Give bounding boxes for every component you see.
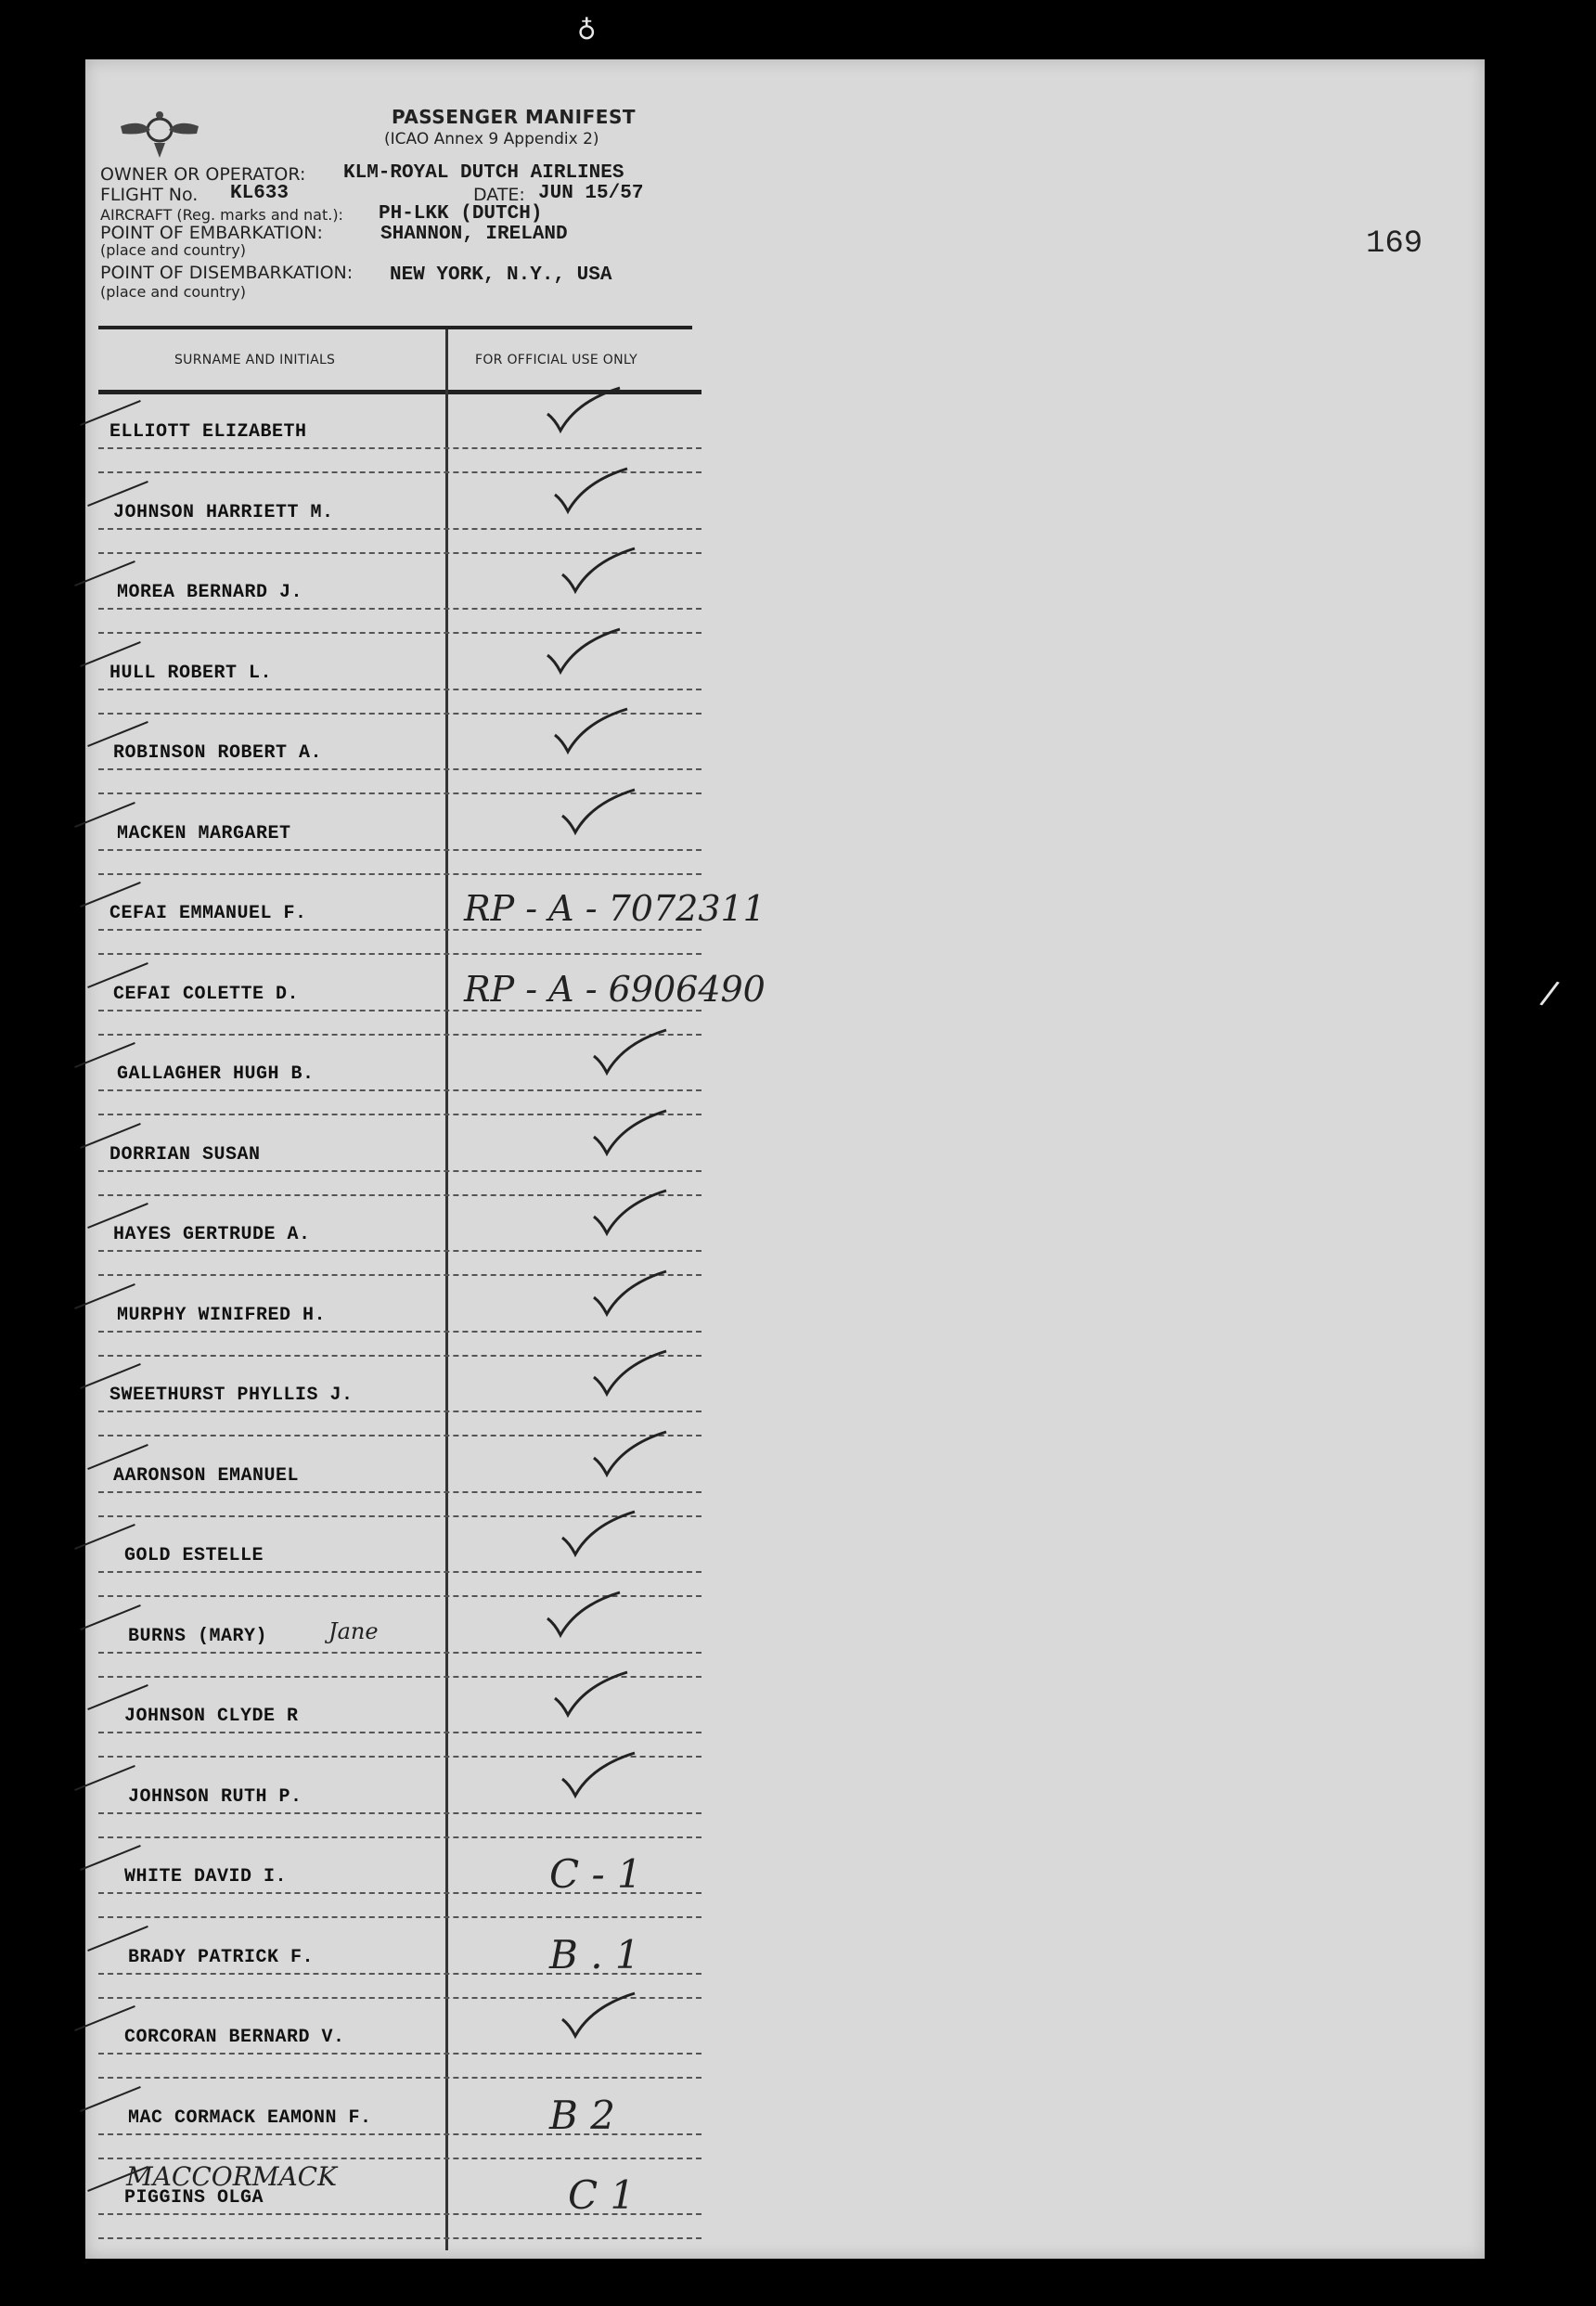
passenger-row <box>85 1517 735 1597</box>
passenger-name: DORRIAN SUSAN <box>109 1143 261 1166</box>
date-label: DATE: <box>473 185 525 205</box>
row-rule <box>98 929 701 931</box>
row-rule <box>98 608 701 610</box>
passenger-row <box>85 2159 735 2239</box>
passenger-row <box>85 795 735 875</box>
official-use-entry: C 1 <box>568 2172 636 2218</box>
disembarkation-sub: (place and country) <box>100 283 246 301</box>
passenger-name: HAYES GERTRUDE A. <box>113 1224 311 1245</box>
passenger-row <box>85 635 735 715</box>
manifest-page <box>85 59 1485 2259</box>
check-mark-icon <box>555 784 638 840</box>
aircraft-value: PH-LKK (DUTCH) <box>379 203 543 225</box>
row-rule <box>98 1170 701 1172</box>
official-use-entry: B . 1 <box>549 1931 640 1977</box>
row-rule <box>98 1411 701 1412</box>
check-mark-icon <box>547 1667 631 1722</box>
passenger-row <box>85 393 735 473</box>
flight-label: FLIGHT No. <box>100 185 199 205</box>
embarkation-value: SHANNON, IRELAND <box>380 224 568 245</box>
passenger-name: JOHNSON HARRIETT M. <box>113 501 334 523</box>
passenger-name: CORCORAN BERNARD V. <box>124 2027 345 2048</box>
passenger-row <box>85 474 735 554</box>
row-rule <box>98 1089 701 1091</box>
check-mark-icon <box>547 463 631 519</box>
official-use-entry: C - 1 <box>549 1851 642 1897</box>
passenger-row <box>85 1357 735 1436</box>
passenger-name: JOHNSON CLYDE R <box>124 1706 299 1727</box>
passenger-row <box>85 1919 735 1999</box>
row-rule <box>98 1652 701 1654</box>
passenger-row <box>85 1598 735 1678</box>
passenger-row <box>85 1437 735 1517</box>
row-rule <box>98 528 701 530</box>
row-rule <box>98 1010 701 1011</box>
flight-value: KL633 <box>230 183 290 204</box>
check-mark-icon <box>586 1346 670 1401</box>
official-use-entry: RP - A - 7072311 <box>464 888 766 929</box>
official-use-entry: RP - A - 6906490 <box>464 968 766 1010</box>
aircraft-label: AIRCRAFT (Reg. marks and nat.): <box>100 206 343 224</box>
check-mark-icon <box>555 1988 638 2043</box>
passenger-name: HULL ROBERT L. <box>109 662 273 684</box>
row-rule <box>98 1892 701 1894</box>
passenger-name: SWEETHURST PHYLLIS J. <box>109 1385 354 1406</box>
passenger-row <box>85 1999 735 2079</box>
row-rule <box>98 689 701 690</box>
passenger-name: PIGGINS OLGA <box>124 2187 264 2209</box>
disembarkation-label: POINT OF DISEMBARKATION: <box>100 263 354 283</box>
passenger-row <box>85 1196 735 1276</box>
passenger-name: MAC CORMACK EAMONN F. <box>128 2106 372 2129</box>
passenger-name: WHITE DAVID I. <box>124 1866 288 1887</box>
klm-crown-logo-icon <box>113 102 206 163</box>
passenger-name: ELLIOTT ELIZABETH <box>109 421 307 443</box>
check-mark-icon <box>540 382 624 438</box>
passenger-row <box>85 1838 735 1918</box>
row-rule <box>98 849 701 851</box>
passenger-row <box>85 875 766 955</box>
row-rule <box>98 1732 701 1733</box>
handwritten-name-note: MACCORMACK <box>126 2161 338 2192</box>
row-rule <box>98 2213 701 2215</box>
passenger-row <box>85 1277 735 1357</box>
embarkation-label: POINT OF EMBARKATION: <box>100 223 323 243</box>
check-mark-icon <box>555 1506 638 1562</box>
row-rule <box>98 1491 701 1493</box>
official-use-entry: B 2 <box>549 2092 615 2138</box>
row-rule <box>98 2053 701 2055</box>
manifest-title: PASSENGER MANIFEST <box>392 106 636 128</box>
row-rule <box>98 1250 701 1252</box>
row-rule <box>98 1331 701 1333</box>
film-corner-mark: ♁ <box>577 15 597 45</box>
handwritten-name-note: Jane <box>328 1617 379 1644</box>
check-mark-icon <box>555 1747 638 1803</box>
column-header-official: FOR OFFICIAL USE ONLY <box>475 353 637 367</box>
passenger-name: MOREA BERNARD J. <box>117 582 303 603</box>
passenger-name: BRADY PATRICK F. <box>128 1946 315 1968</box>
film-edge-mark: / <box>1538 973 1562 1013</box>
passenger-name: AARONSON EMANUEL <box>113 1464 300 1487</box>
owner-value: KLM-ROYAL DUTCH AIRLINES <box>343 162 624 184</box>
passenger-row <box>85 956 766 1036</box>
check-mark-icon <box>540 624 624 679</box>
check-mark-icon <box>586 1266 670 1321</box>
check-mark-icon <box>586 1024 670 1080</box>
date-value: JUN 15/57 <box>538 183 644 204</box>
check-mark-icon <box>555 543 638 599</box>
passenger-row <box>85 1758 735 1838</box>
row-rule <box>98 2133 701 2135</box>
passenger-row <box>85 2080 735 2159</box>
check-mark-icon <box>586 1105 670 1161</box>
check-mark-icon <box>547 703 631 759</box>
passenger-row <box>85 1036 735 1115</box>
passenger-row <box>85 715 735 794</box>
row-rule <box>98 768 701 770</box>
disembarkation-value: NEW YORK, N.Y., USA <box>390 264 612 286</box>
passenger-name: CEFAI EMMANUEL F. <box>109 903 307 924</box>
passenger-name: MURPHY WINIFRED H. <box>117 1304 327 1326</box>
row-rule <box>98 447 701 449</box>
owner-label: OWNER OR OPERATOR: <box>100 164 306 185</box>
passenger-row <box>85 1116 735 1196</box>
row-tick-mark <box>74 1764 135 1790</box>
header-rule <box>98 326 692 329</box>
check-mark-icon <box>540 1587 624 1643</box>
passenger-name: CEFAI COLETTE D. <box>113 983 300 1005</box>
check-mark-icon <box>586 1185 670 1241</box>
passenger-name: BURNS (MARY) <box>128 1625 268 1647</box>
embarkation-sub: (place and country) <box>100 241 246 259</box>
passenger-row <box>85 1678 735 1758</box>
check-mark-icon <box>586 1426 670 1482</box>
row-rule <box>98 2237 701 2239</box>
page-number: 169 <box>1366 226 1423 262</box>
passenger-name: JOHNSON RUTH P. <box>128 1785 302 1808</box>
row-rule <box>98 1973 701 1975</box>
row-rule <box>98 1571 701 1573</box>
passenger-name: MACKEN MARGARET <box>117 822 291 844</box>
passenger-name: GOLD ESTELLE <box>124 1545 264 1566</box>
column-header-name: SURNAME AND INITIALS <box>174 353 336 367</box>
manifest-subtitle: (ICAO Annex 9 Appendix 2) <box>384 130 599 148</box>
passenger-name: ROBINSON ROBERT A. <box>113 742 323 764</box>
passenger-name: GALLAGHER HUGH B. <box>117 1063 315 1085</box>
passenger-row <box>85 554 735 634</box>
row-rule <box>98 1812 701 1814</box>
